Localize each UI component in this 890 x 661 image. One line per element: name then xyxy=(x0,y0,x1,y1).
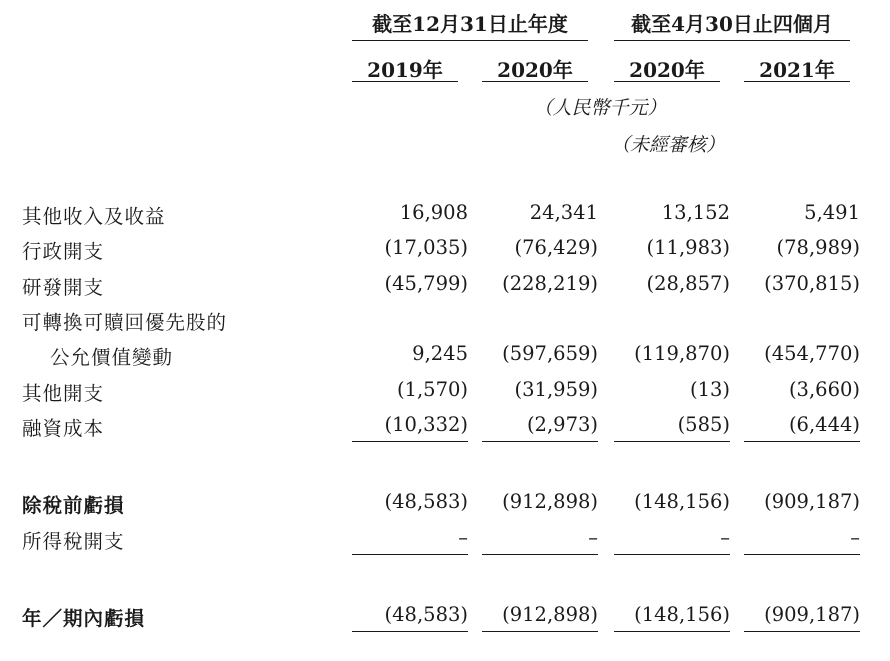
cell-value: (2,973) xyxy=(526,413,598,436)
group-underline-four-months xyxy=(614,40,850,41)
cell-value: (11,983) xyxy=(646,236,730,259)
cell-value: (48,583) xyxy=(384,603,468,626)
unaudited-note: （未經審核） xyxy=(610,134,725,156)
cell-value: (3,660) xyxy=(788,378,860,401)
group-underline-year xyxy=(352,40,588,41)
row-label-rd-expenses: 研發開支 xyxy=(22,276,105,299)
total-rule xyxy=(482,631,598,632)
cell-value: 16,908 xyxy=(399,201,468,224)
cell-value: (912,898) xyxy=(502,490,598,513)
cell-value: – xyxy=(850,526,860,549)
cell-value: (148,156) xyxy=(634,603,730,626)
cell-value: (912,898) xyxy=(502,603,598,626)
subtotal-rule xyxy=(614,554,730,555)
cell-value: (13) xyxy=(689,378,730,401)
cell-value: 13,152 xyxy=(661,201,730,224)
year-header-2021-period: 2021年 xyxy=(759,58,835,82)
header-group-four-months: 截至4月30日止四個月 xyxy=(631,12,833,36)
cell-value: 24,341 xyxy=(529,201,598,224)
year-underline xyxy=(744,81,850,82)
subtotal-rule xyxy=(482,554,598,555)
row-label-fair-value-change: 公允價值變動 xyxy=(50,346,174,369)
cell-value: – xyxy=(458,526,468,549)
year-underline xyxy=(482,81,588,82)
cell-value: 5,491 xyxy=(804,201,860,224)
row-label-other-income: 其他收入及收益 xyxy=(22,205,166,228)
year-underline xyxy=(614,81,720,82)
year-underline xyxy=(352,81,458,82)
cell-value: (454,770) xyxy=(764,342,860,365)
cell-value: 9,245 xyxy=(412,342,468,365)
subtotal-rule xyxy=(352,554,468,555)
row-label-preferred-shares: 可轉換可贖回優先股的 xyxy=(22,311,228,334)
total-rule xyxy=(614,631,730,632)
row-label-other-expenses: 其他開支 xyxy=(22,382,105,405)
cell-value: (1,570) xyxy=(396,378,468,401)
header-group-year: 截至12月31日止年度 xyxy=(372,12,568,36)
row-label-income-tax: 所得稅開支 xyxy=(22,530,125,553)
currency-note: （人民幣千元） xyxy=(533,97,667,119)
cell-value: (228,219) xyxy=(502,272,598,295)
cell-value: (148,156) xyxy=(634,490,730,513)
row-label-admin-expenses: 行政開支 xyxy=(22,240,105,263)
subtotal-rule xyxy=(614,441,730,442)
cell-value: (585) xyxy=(677,413,730,436)
cell-value: (48,583) xyxy=(384,490,468,513)
subtotal-rule xyxy=(482,441,598,442)
row-label-finance-costs: 融資成本 xyxy=(22,417,105,440)
cell-value: (119,870) xyxy=(634,342,730,365)
cell-value: – xyxy=(720,526,730,549)
cell-value: (909,187) xyxy=(764,603,860,626)
cell-value: (45,799) xyxy=(384,272,468,295)
cell-value: (28,857) xyxy=(646,272,730,295)
cell-value: (10,332) xyxy=(384,413,468,436)
cell-value: (78,989) xyxy=(776,236,860,259)
cell-value: (31,959) xyxy=(514,378,598,401)
year-header-2019: 2019年 xyxy=(367,58,443,82)
row-label-loss-for-period: 年／期內虧損 xyxy=(22,607,146,630)
year-header-2020: 2020年 xyxy=(497,58,573,82)
subtotal-rule xyxy=(352,441,468,442)
row-label-loss-before-tax: 除稅前虧損 xyxy=(22,494,125,517)
cell-value: (17,035) xyxy=(384,236,468,259)
total-rule xyxy=(744,631,860,632)
cell-value: (597,659) xyxy=(502,342,598,365)
subtotal-rule xyxy=(744,554,860,555)
subtotal-rule xyxy=(744,441,860,442)
cell-value: (6,444) xyxy=(788,413,860,436)
total-rule xyxy=(352,631,468,632)
cell-value: (909,187) xyxy=(764,490,860,513)
cell-value: – xyxy=(588,526,598,549)
year-header-2020-period: 2020年 xyxy=(629,58,705,82)
cell-value: (76,429) xyxy=(514,236,598,259)
cell-value: (370,815) xyxy=(764,272,860,295)
